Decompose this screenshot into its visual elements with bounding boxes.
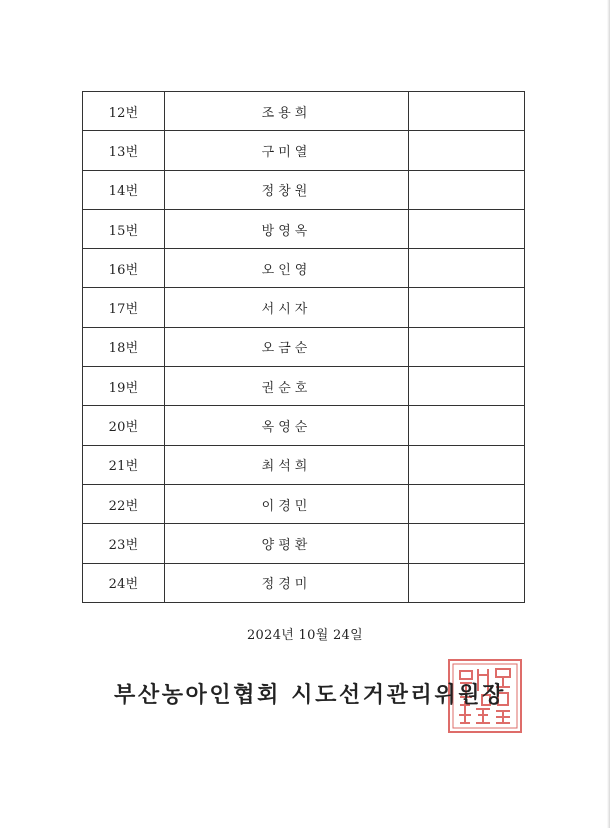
row-number: 21번: [83, 445, 165, 484]
row-name: 권순호: [165, 367, 409, 406]
row-signature: [409, 170, 525, 209]
table-row: [83, 131, 525, 170]
row-name: 정창원: [165, 170, 409, 209]
row-signature: [409, 131, 525, 170]
table-row: [83, 367, 525, 406]
table-row: [83, 209, 525, 248]
row-name: 이경민: [165, 484, 409, 523]
row-name: 방영옥: [165, 209, 409, 248]
row-name: 오금순: [165, 327, 409, 366]
row-number: 17번: [83, 288, 165, 327]
row-number: 15번: [83, 209, 165, 248]
row-number: 13번: [83, 131, 165, 170]
row-number: 24번: [83, 563, 165, 602]
row-signature: [409, 367, 525, 406]
row-signature: [409, 249, 525, 288]
table-row: [83, 484, 525, 523]
row-signature: [409, 445, 525, 484]
table-row: [83, 524, 525, 563]
table-row: [83, 406, 525, 445]
row-signature: [409, 484, 525, 523]
table-row: [83, 170, 525, 209]
row-number: 23번: [83, 524, 165, 563]
row-number: 20번: [83, 406, 165, 445]
row-signature: [409, 288, 525, 327]
row-signature: [409, 209, 525, 248]
table-row: [83, 288, 525, 327]
row-number: 22번: [83, 484, 165, 523]
row-signature: [409, 327, 525, 366]
row-name: 조용희: [165, 92, 409, 131]
row-signature: [409, 563, 525, 602]
table-row: [83, 327, 525, 366]
table-row: [83, 249, 525, 288]
row-name: 정경미: [165, 563, 409, 602]
table-row: [83, 445, 525, 484]
row-number: 18번: [83, 327, 165, 366]
row-name: 최석희: [165, 445, 409, 484]
row-name: 서시자: [165, 288, 409, 327]
row-name: 양평환: [165, 524, 409, 563]
issuer-title: 부산농아인협회 시도선거관리위원장: [114, 682, 506, 708]
row-name: 옥영순: [165, 406, 409, 445]
row-number: 16번: [83, 249, 165, 288]
row-signature: [409, 524, 525, 563]
roster-table: [82, 91, 525, 603]
table-row: [83, 92, 525, 131]
row-number: 14번: [83, 170, 165, 209]
row-name: 구미열: [165, 131, 409, 170]
row-signature: [409, 92, 525, 131]
row-number: 12번: [83, 92, 165, 131]
row-signature: [409, 406, 525, 445]
row-name: 오인영: [165, 249, 409, 288]
document-date: 2024년 10월 24일: [246, 628, 363, 643]
row-number: 19번: [83, 367, 165, 406]
table-row: [83, 563, 525, 602]
